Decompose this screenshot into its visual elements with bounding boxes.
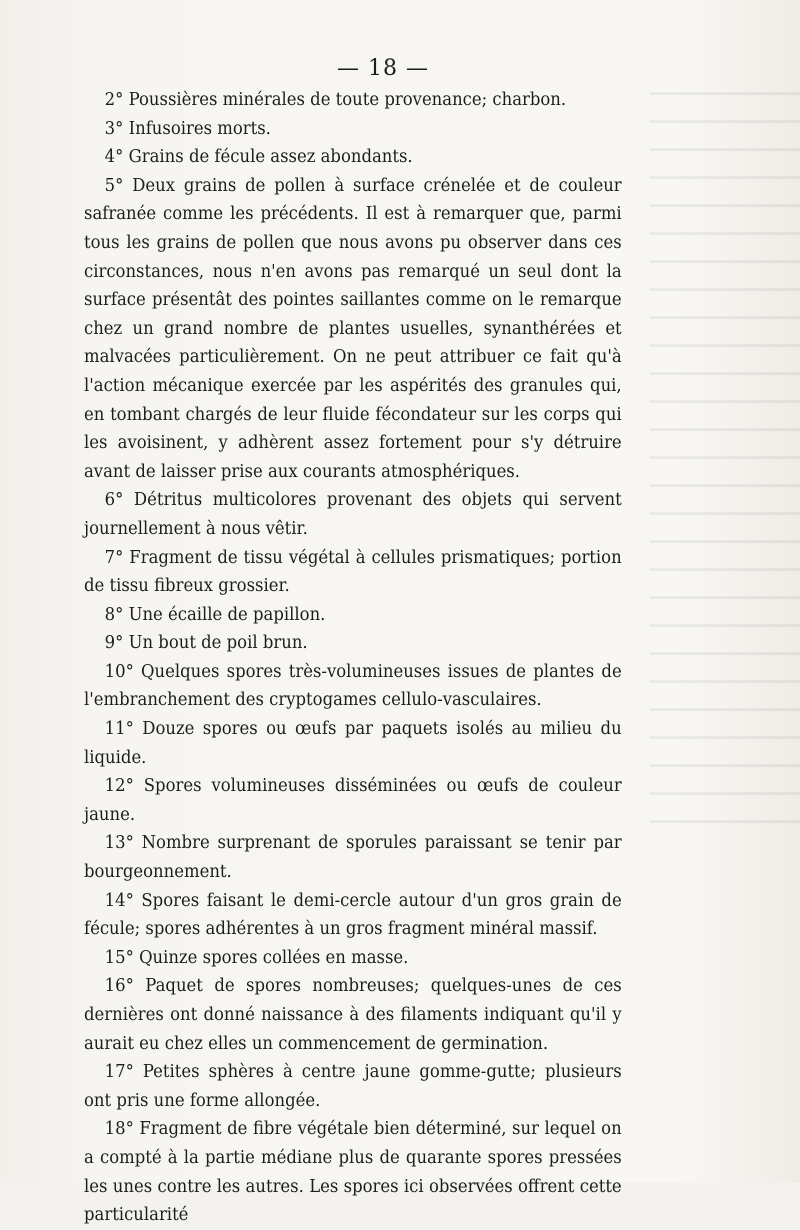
paragraph-item-2: 2° Poussières minérales de toute provenance; charbon. (104, 90, 567, 110)
paragraph-item-8: 8° Une écaille de papillon. (104, 604, 326, 625)
paragraph-item-10: 10° Quelques spores très-volumineuses issues de plantes de l'embranchement des cryptogames cellulo-vasculaires. (84, 661, 622, 711)
paragraph-item-11: 11° Douze spores ou œufs par paquets isolés au milieu du liquide. (84, 719, 622, 768)
paragraph-item-12: 12° Spores volumineuses disséminées ou œufs de couleur jaune. (84, 776, 622, 825)
bleed-through-shadow (650, 80, 800, 840)
body-text (84, 86, 622, 1230)
paragraph-item-7: 7° Fragment de tissu végétal à cellules prismatiques; portion de tissu fibreux grossier. (84, 547, 622, 597)
paragraph-item-9: 9° Un bout de poil brun. (104, 633, 308, 654)
paragraph-item-4: 4° Grains de fécule assez abondants. (104, 147, 413, 168)
paragraph-item-15: 15° Quinze spores collées en masse. (104, 947, 409, 968)
paragraph-item-6: 6° Détritus multicolores provenant des objets qui servent journellement à nous vêtir. (84, 490, 622, 539)
paragraph-item-17: 17° Petites sphères à centre jaune gomme-gutte; plusieurs ont pris une forme allongée. (84, 1062, 622, 1111)
paragraph-item-5: 5° Deux grains de pollen à surface crénelée et de couleur safranée comme les précédents. Il est à remarquer que, parmi tous les grains de pollen que nous avons pu observer dans ces circonstances, nous n'en avons pas remarqué un seul dont la surface présentât des pointes saillantes comme on le remarque chez un grand nombre de plantes usuelles, synanthérées et malvacées particulièrement. On ne peut attribuer ce fait qu'à l'action mécanique exercée par les aspérités des granules qui, en tombant chargés de leur fluide fécondateur sur les corps qui les avoisinent, y adhèrent assez fortement pour s'y détruire avant de laisser prise aux courants atmosphériques. (84, 175, 622, 482)
paragraph-item-16: 16° Paquet de spores nombreuses; quelques-unes de ces dernières ont donné naissance à des filaments indiquant qu'il y aurait eu chez elles un commencement de germination. (84, 976, 622, 1054)
paragraph-item-3: 3° Infusoires morts. (104, 118, 271, 139)
paragraph-item-13: 13° Nombre surprenant de sporules paraissant se tenir par bourgeonnement. (84, 833, 622, 883)
paragraph-item-18: 18° Fragment de fibre végétale bien déterminé, sur lequel on a compté à la partie médiane plus de quarante spores pressées les unes contre les autres. Les spores ici observées offrent cette particularité (84, 1119, 622, 1226)
page-number: — 18 — (337, 56, 429, 81)
paragraph-item-14: 14° Spores faisant le demi-cercle autour d'un gros grain de fécule; spores adhérentes à un gros fragment minéral massif. (84, 890, 622, 940)
